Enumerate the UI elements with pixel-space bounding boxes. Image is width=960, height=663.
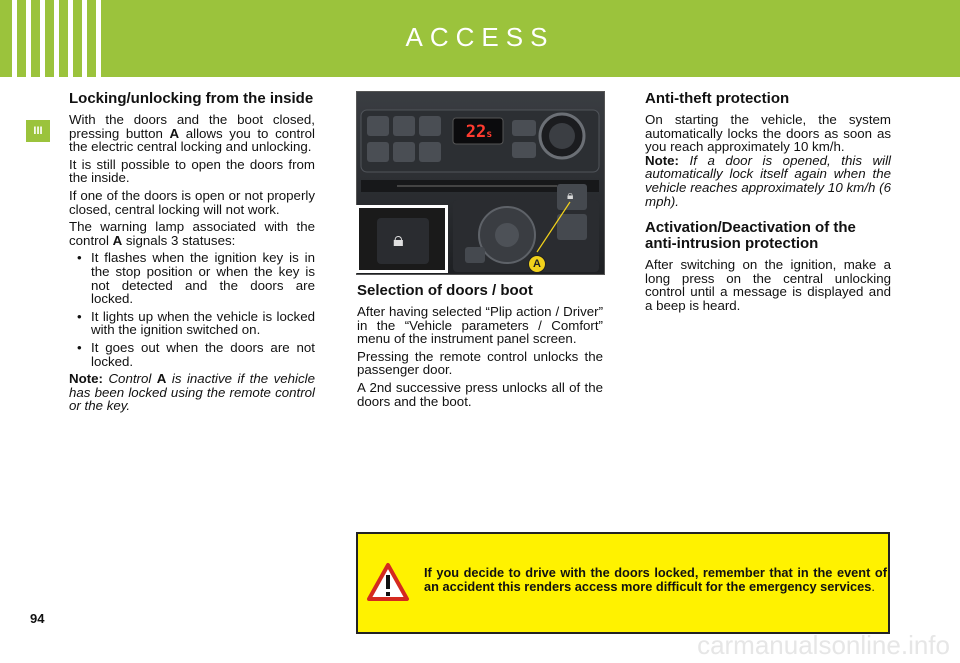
climate-display-temperature: 22s [465, 122, 493, 142]
right-column [645, 91, 891, 317]
paragraph: Pressing the remote control unlocks the passenger door. [357, 348, 603, 378]
paragraph: On starting the vehicle, the system automatically locks the doors as soon as you reach approximately 10 km/h. [645, 112, 891, 155]
page-title: ACCESS [405, 22, 555, 52]
paragraph: After switching on the ignition, make a long press on the central unlocking control until a message is displayed and a beep is heard. [645, 257, 891, 313]
section-heading-selection: Selection of doors / boot [357, 282, 533, 299]
warning-box [356, 532, 890, 634]
list-item: • It lights up when the vehicle is locked with the ignition switched on. [77, 308, 315, 338]
paragraph: After having selected “Plip action / Driver” in the “Vehicle parameters / Comfort” menu of the instrument panel screen. [357, 304, 603, 347]
lock-button-closeup [356, 205, 448, 273]
section-heading-anti-theft: Anti-theft protection [645, 90, 790, 107]
section-heading-anti-intrusion: Activation/Deactivation of the anti-intrusion protection [645, 219, 856, 253]
lock-icon: 🔒︎ [393, 229, 404, 251]
left-column [69, 91, 315, 417]
paragraph: The warning lamp associated with the control A signals 3 statuses: [69, 219, 315, 248]
section-heading-locking: Locking/unlocking from the inside [69, 90, 314, 107]
warning-text: If you decide to drive with the doors locked, remember that in the event of an accident this renders access more difficult for the emergency services. [424, 565, 887, 594]
middle-column [357, 283, 603, 412]
watermark: carmanualsonline.info [697, 630, 950, 660]
list-item: • It flashes when the ignition key is in the stop position or when the key is not detected and the doors are locked. [77, 250, 315, 307]
warning-triangle-icon [366, 562, 410, 602]
paragraph: With the doors and the boot closed, pressing button A allows you to control the electric central locking and unlocking. [69, 112, 315, 155]
paragraph: It is still possible to open the doors from the inside. [69, 156, 315, 186]
note: Note: Control A is inactive if the vehicle has been locked using the remote control or the key. [69, 371, 315, 414]
lock-button-a[interactable]: 🔒︎ [567, 188, 574, 202]
list-item: • It goes out when the doors are not locked. [77, 339, 315, 369]
paragraph: A 2nd successive press unlocks all of the doors and the boot. [357, 379, 603, 409]
page-number: 94 [30, 611, 45, 626]
header-band [0, 0, 960, 77]
paragraph: If one of the doors is open or not properly closed, central locking will not work. [69, 187, 315, 217]
note: Note: If a door is opened, this will automatically lock itself again when the vehicle reaches approximately 10 km/h (6 mph). [645, 152, 891, 209]
callout-label-a: A [528, 255, 546, 273]
lock-button-closeup-frame [377, 218, 429, 264]
chapter-tab[interactable]: III [26, 120, 50, 142]
